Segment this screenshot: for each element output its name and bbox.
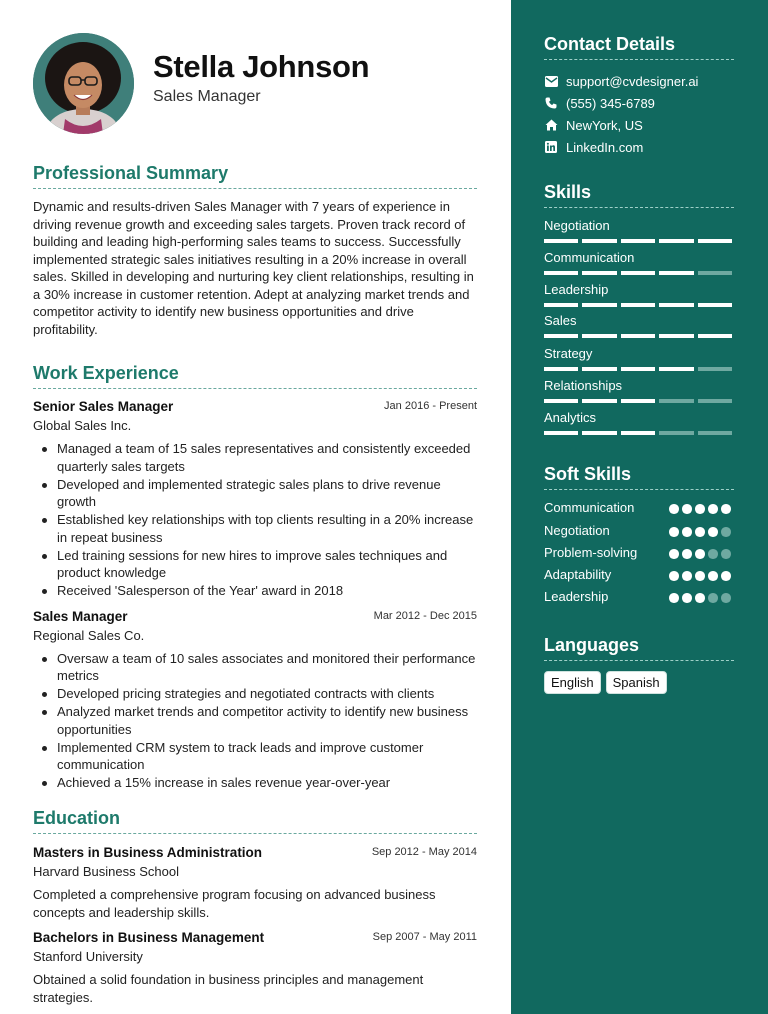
skill-name: Communication bbox=[544, 250, 635, 265]
soft-skill-name: Communication bbox=[544, 500, 635, 515]
skill-level-segment bbox=[621, 239, 655, 243]
education-description: Completed a comprehensive program focusing on advanced business concepts and leadership skills. bbox=[33, 887, 436, 920]
soft-skill-rating bbox=[669, 504, 731, 514]
rating-dot bbox=[669, 504, 679, 514]
education-entry bbox=[33, 930, 477, 1006]
skill-level-segment bbox=[544, 399, 578, 403]
rating-dot bbox=[695, 527, 705, 537]
rating-dot bbox=[708, 504, 718, 514]
job-title: Senior Sales Manager bbox=[33, 399, 174, 414]
skill-level-segment bbox=[621, 303, 655, 307]
school-name: Stanford University bbox=[33, 949, 143, 964]
skill-level-segment bbox=[544, 239, 578, 243]
skill-level-segment bbox=[544, 334, 578, 338]
summary-text: Dynamic and results-driven Sales Manager with 7 years of experience in driving revenue growth and exceeding sales targets. Proven track record of building and leading high-performing sales teams to success. Successfully implemented strategic sales initiatives resulting in a 20% increase in overall sales. Skilled in developing and nurturing key client relationships, resulting in a 30% increase in customer retention. Adept at analyzing market trends and competitor activity to identify new business opportunities and drive profitability. bbox=[33, 199, 474, 337]
rating-dot bbox=[695, 593, 705, 603]
skill-level-segment bbox=[659, 431, 693, 435]
language-list bbox=[544, 671, 667, 694]
linkedin-icon bbox=[544, 140, 558, 154]
rating-dot bbox=[669, 527, 679, 537]
job-date: Mar 2012 - Dec 2015 bbox=[373, 609, 477, 622]
skill-level-segment bbox=[659, 271, 693, 275]
bullet-item: Managed a team of 15 sales representatives and consistently exceeded quarterly sales targets bbox=[57, 440, 477, 475]
bullet-item: Achieved a 15% increase in sales revenue year-over-year bbox=[57, 774, 477, 792]
degree-title: Masters in Business Administration bbox=[33, 845, 263, 860]
skill-level-segment bbox=[659, 334, 693, 338]
contact-title: Contact Details bbox=[544, 34, 734, 60]
phone-icon bbox=[544, 96, 558, 110]
job-date: Jan 2016 - Present bbox=[384, 400, 477, 412]
soft-skill-name: Leadership bbox=[544, 589, 609, 604]
skill-level-segment bbox=[621, 367, 655, 371]
bullet-item: Developed pricing strategies and negotiated contracts with clients bbox=[57, 685, 477, 703]
skill-item bbox=[544, 378, 734, 403]
education-date: Sep 2007 - May 2011 bbox=[372, 931, 477, 943]
job-bullets bbox=[33, 650, 477, 792]
bullet-item: Led training sessions for new hires to improve sales techniques and product knowledge bbox=[57, 547, 477, 582]
skill-level-segment bbox=[582, 367, 616, 371]
skill-level-segment bbox=[698, 367, 732, 371]
skill-name: Sales bbox=[544, 313, 577, 328]
skill-level-segment bbox=[698, 271, 732, 275]
skill-item bbox=[544, 282, 734, 307]
bullet-item: Developed and implemented strategic sales plans to drive revenue growth bbox=[57, 476, 477, 511]
education-section bbox=[33, 808, 493, 1006]
contact-email bbox=[544, 72, 698, 90]
skill-name: Analytics bbox=[544, 410, 597, 425]
skill-level-bar bbox=[544, 399, 734, 403]
rating-dot bbox=[721, 504, 731, 514]
skill-level-bar bbox=[544, 271, 734, 275]
skill-level-segment bbox=[582, 334, 616, 338]
soft-skill-rating bbox=[669, 549, 731, 559]
skill-level-segment bbox=[659, 239, 693, 243]
skill-name: Leadership bbox=[544, 282, 609, 297]
section-title: Professional Summary bbox=[33, 163, 477, 189]
skill-level-segment bbox=[582, 239, 616, 243]
skill-item bbox=[544, 250, 734, 275]
skill-level-segment bbox=[582, 303, 616, 307]
soft-skill-rating bbox=[669, 527, 731, 537]
skill-name: Relationships bbox=[544, 378, 623, 393]
rating-dot bbox=[721, 593, 731, 603]
contact-linkedin bbox=[544, 138, 643, 156]
language-tag: Spanish bbox=[606, 671, 667, 694]
skill-item bbox=[544, 313, 734, 338]
envelope-icon bbox=[544, 74, 558, 88]
candidate-role: Sales Manager bbox=[153, 88, 261, 105]
rating-dot bbox=[721, 527, 731, 537]
skill-level-bar bbox=[544, 431, 734, 435]
language-tag: English bbox=[544, 671, 601, 694]
rating-dot bbox=[695, 549, 705, 559]
soft-skill-rating bbox=[669, 593, 731, 603]
job-company: Global Sales Inc. bbox=[33, 418, 132, 433]
skill-level-segment bbox=[621, 431, 655, 435]
skill-name: Negotiation bbox=[544, 218, 610, 233]
work-experience-section bbox=[33, 363, 493, 792]
skills-title: Skills bbox=[544, 182, 734, 208]
job-title: Sales Manager bbox=[33, 608, 128, 624]
section-title: Education bbox=[33, 808, 477, 834]
rating-dot bbox=[695, 571, 705, 581]
skill-level-segment bbox=[659, 399, 693, 403]
rating-dot bbox=[682, 504, 692, 514]
skill-level-segment bbox=[544, 303, 578, 307]
education-date: Sep 2012 - May 2014 bbox=[371, 846, 477, 858]
contact-phone bbox=[544, 94, 655, 112]
summary-section bbox=[33, 163, 493, 338]
soft-skill-name: Negotiation bbox=[544, 523, 610, 538]
job-entry bbox=[33, 609, 477, 792]
skill-level-segment bbox=[698, 431, 732, 435]
bullet-item: Received 'Salesperson of the Year' award in 2018 bbox=[57, 582, 477, 600]
home-icon bbox=[544, 118, 558, 132]
skill-level-segment bbox=[621, 271, 655, 275]
soft-skill-name: Problem-solving bbox=[544, 545, 638, 560]
rating-dot bbox=[682, 549, 692, 559]
skill-name: Strategy bbox=[544, 346, 593, 361]
soft-skill-item bbox=[544, 567, 734, 585]
bullet-item: Analyzed market trends and competitor activity to identify new business opportunities bbox=[57, 703, 477, 738]
soft-skill-rating bbox=[669, 571, 731, 581]
soft-skill-item bbox=[544, 523, 734, 541]
skill-level-segment bbox=[659, 303, 693, 307]
job-entry bbox=[33, 399, 477, 600]
education-entry bbox=[33, 845, 477, 921]
avatar bbox=[33, 33, 134, 134]
rating-dot bbox=[682, 593, 692, 603]
bullet-item: Implemented CRM system to track leads and improve customer communication bbox=[57, 739, 477, 774]
languages-title: Languages bbox=[544, 635, 734, 661]
education-description: Obtained a solid foundation in business principles and management strategies. bbox=[33, 972, 424, 1005]
school-name: Harvard Business School bbox=[33, 864, 179, 879]
location-text: NewYork, US bbox=[566, 117, 643, 133]
rating-dot bbox=[708, 527, 718, 537]
rating-dot bbox=[708, 571, 718, 581]
skill-level-segment bbox=[582, 271, 616, 275]
skill-item bbox=[544, 218, 734, 243]
rating-dot bbox=[669, 593, 679, 603]
skill-level-segment bbox=[698, 303, 732, 307]
skill-level-segment bbox=[544, 431, 578, 435]
rating-dot bbox=[695, 504, 705, 514]
skill-level-bar bbox=[544, 303, 734, 307]
rating-dot bbox=[708, 549, 718, 559]
skill-level-segment bbox=[621, 399, 655, 403]
soft-skill-item bbox=[544, 500, 734, 518]
skill-level-segment bbox=[698, 239, 732, 243]
soft-skills-title: Soft Skills bbox=[544, 464, 734, 490]
skill-item bbox=[544, 410, 734, 435]
rating-dot bbox=[669, 571, 679, 581]
skill-level-bar bbox=[544, 239, 734, 243]
rating-dot bbox=[721, 571, 731, 581]
email-text[interactable]: support@cvdesigner.ai bbox=[566, 73, 699, 89]
rating-dot bbox=[669, 549, 679, 559]
phone-text: (555) 345-6789 bbox=[566, 95, 655, 111]
soft-skill-name: Adaptability bbox=[544, 567, 612, 582]
sidebar bbox=[511, 0, 768, 1014]
bullet-item: Established key relationships with top clients resulting in a 20% increase in repeat business bbox=[57, 511, 477, 546]
skill-level-bar bbox=[544, 334, 734, 338]
skill-level-segment bbox=[582, 399, 616, 403]
bullet-item: Oversaw a team of 10 sales associates and monitored their performance metrics bbox=[57, 650, 476, 683]
skill-item bbox=[544, 346, 734, 371]
rating-dot bbox=[708, 593, 718, 603]
rating-dot bbox=[721, 549, 731, 559]
skill-level-bar bbox=[544, 367, 734, 371]
soft-skill-item bbox=[544, 589, 734, 607]
soft-skill-item bbox=[544, 545, 734, 563]
skill-level-segment bbox=[544, 271, 578, 275]
skill-level-segment bbox=[582, 431, 616, 435]
linkedin-text[interactable]: LinkedIn.com bbox=[566, 139, 644, 155]
section-title: Work Experience bbox=[33, 363, 477, 389]
skill-level-segment bbox=[698, 399, 732, 403]
header bbox=[33, 33, 483, 133]
profile-photo bbox=[33, 33, 134, 134]
rating-dot bbox=[682, 571, 692, 581]
skill-level-segment bbox=[621, 334, 655, 338]
skill-level-segment bbox=[659, 367, 693, 371]
rating-dot bbox=[682, 527, 692, 537]
skill-level-segment bbox=[544, 367, 578, 371]
job-company: Regional Sales Co. bbox=[33, 627, 145, 643]
degree-title: Bachelors in Business Management bbox=[33, 930, 265, 945]
job-bullets bbox=[33, 440, 477, 600]
skill-level-segment bbox=[698, 334, 732, 338]
candidate-name: Stella Johnson bbox=[153, 49, 370, 84]
contact-location bbox=[544, 116, 643, 134]
